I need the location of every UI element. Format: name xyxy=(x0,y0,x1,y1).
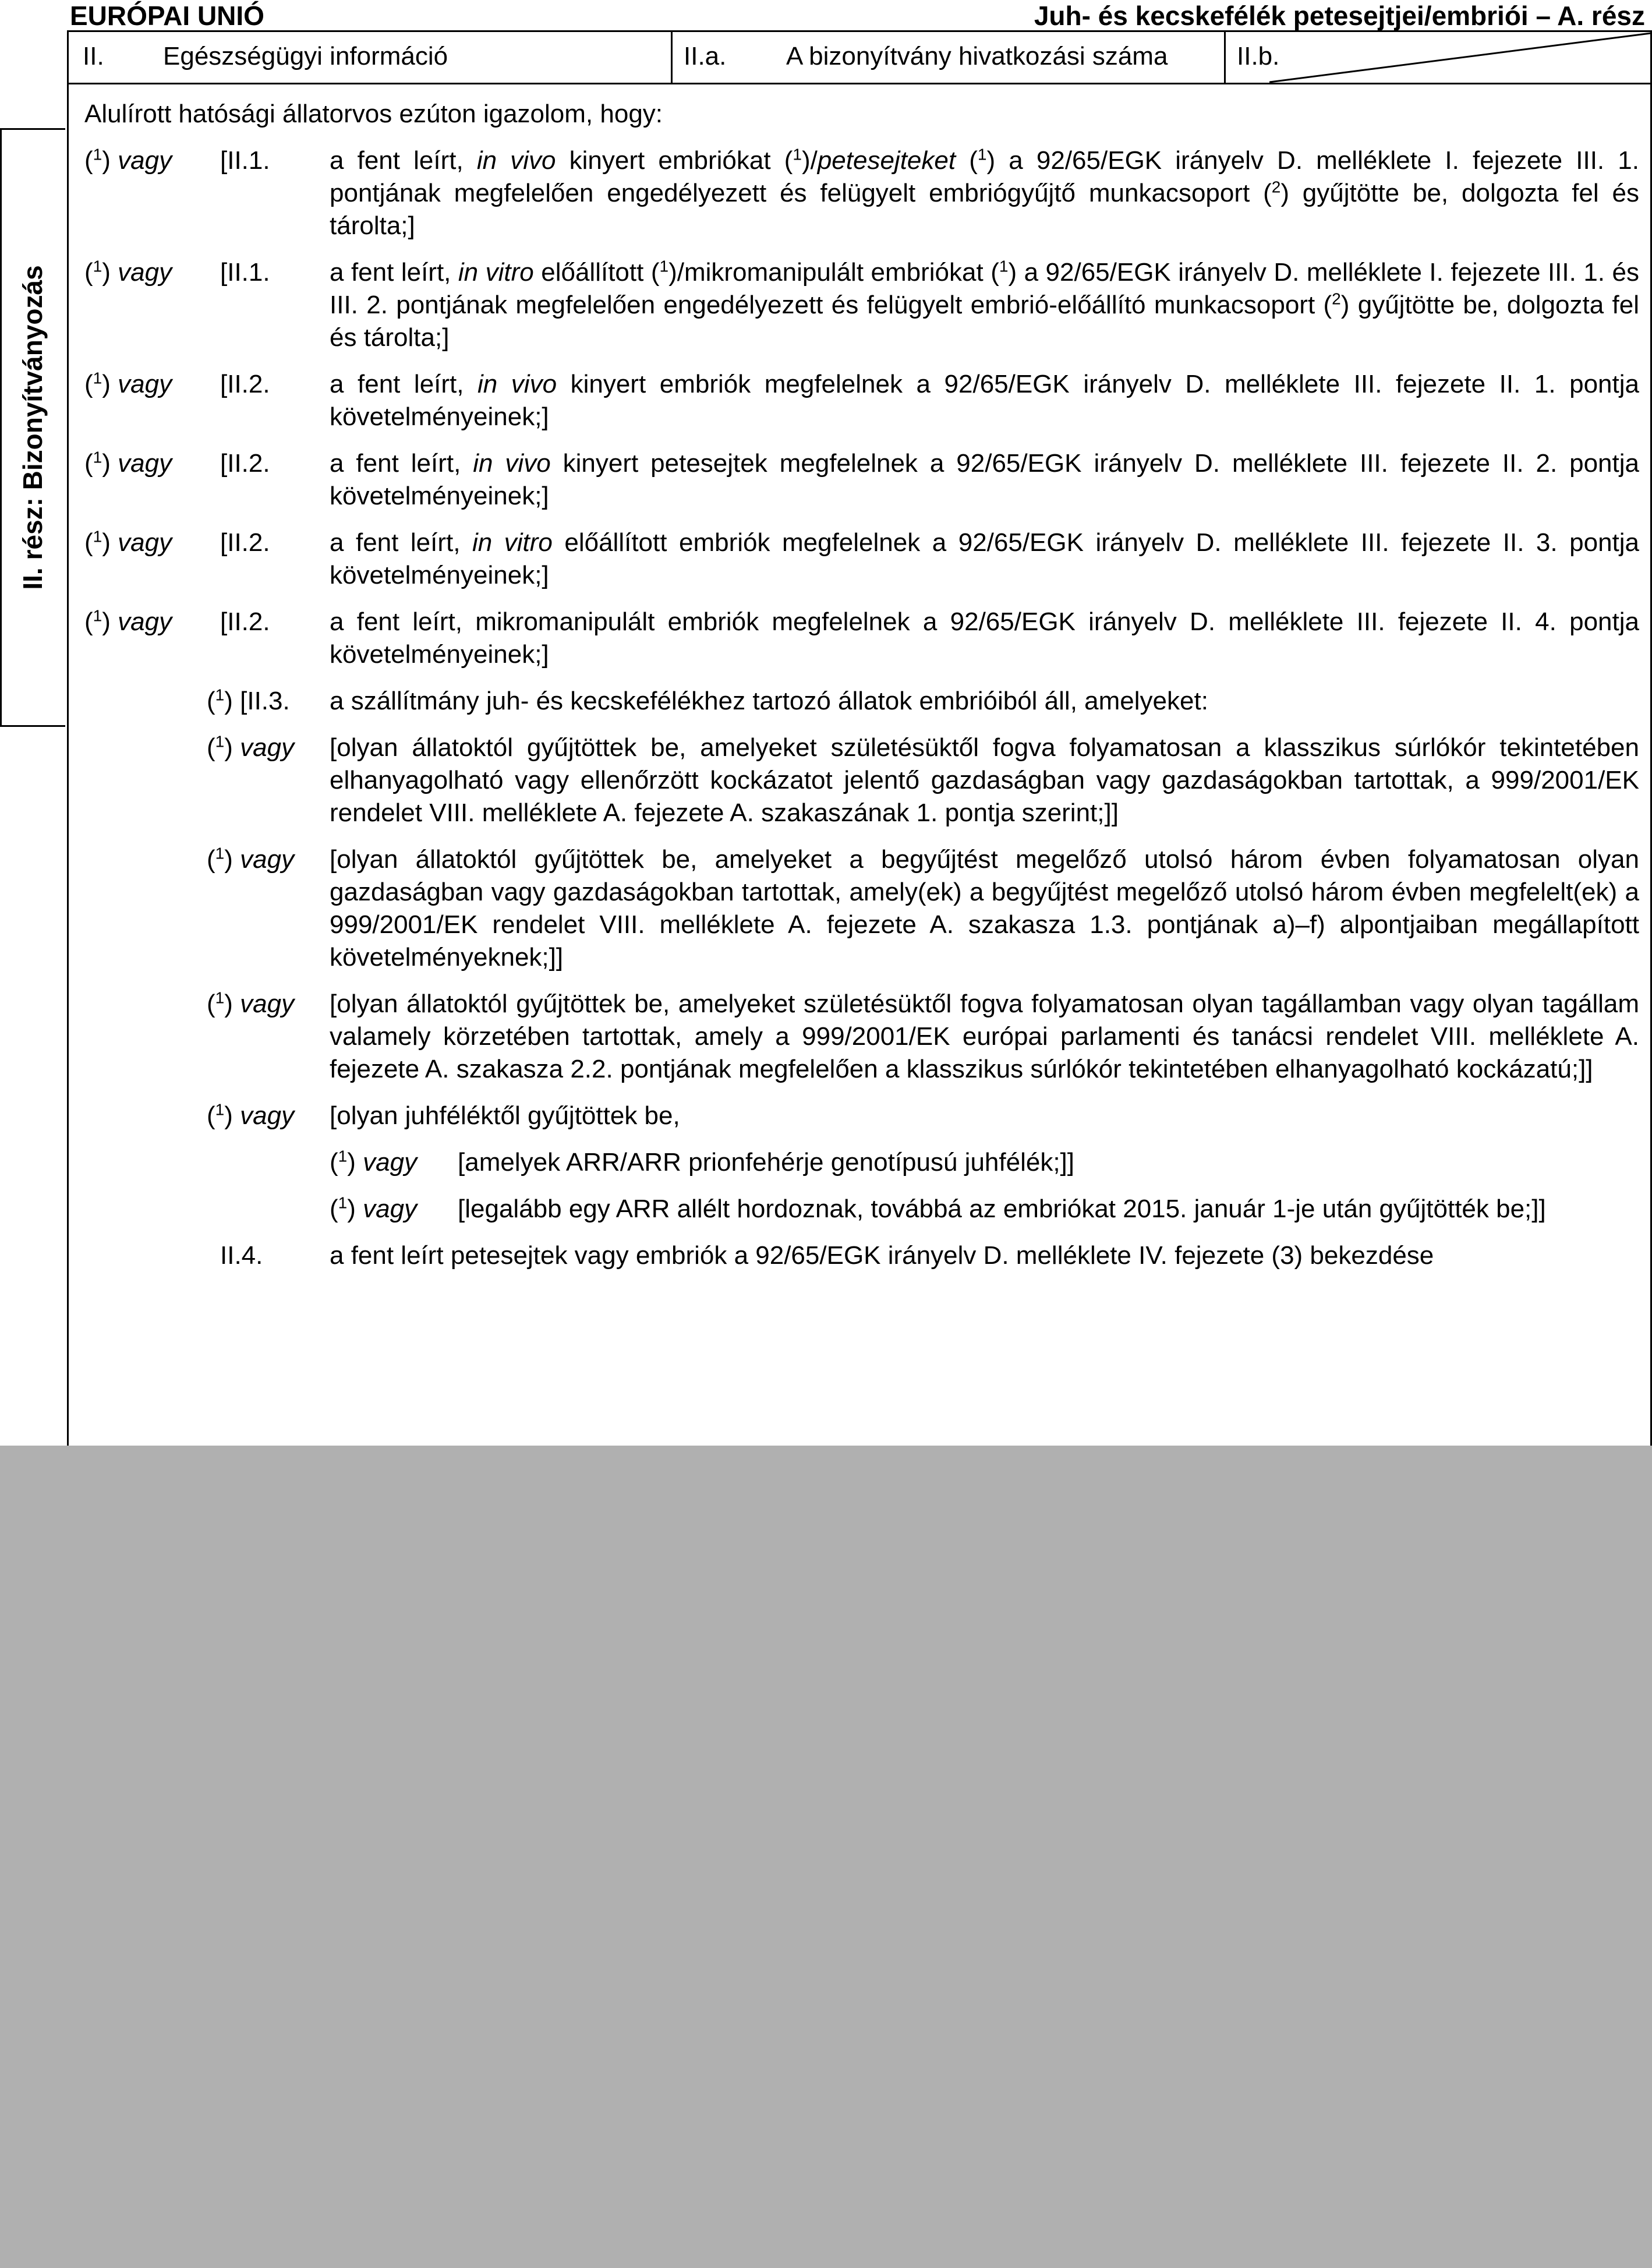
item-text: a fent leírt, in vivo kinyert petesejtek megfelelnek a 92/65/EGK irányelv D. melléklete III. fejezete II. 2. pontja követelményeinek;] xyxy=(330,449,1639,510)
certification-item xyxy=(84,527,1639,592)
ii3-option xyxy=(84,988,1639,1086)
item-number: [II.2. xyxy=(220,370,270,398)
option-label: ($^1$) vagy xyxy=(330,1193,418,1223)
item-text: a fent leírt, mikromanipulált embriók megfelelnek a 92/65/EGK irányelv D. melléklete III. fejezete II. 4. pontja követelményeinek;] xyxy=(330,607,1639,669)
certification-body xyxy=(84,98,1639,1286)
option-text: [olyan állatoktól gyűjtöttek be, amelyeket a begyűjtést megelőző utolsó három évben folyamatosan olyan gazdaságban vagy gazdaságokban tartottak, amely(ek) a begyűjtést megelőző utolsó három évben megfelelt(ek) a 999/2001/EK rendelet VIII. melléklete A. fejezete A. szakasza 1.3. pontjának a)–f) alpontjaiban megállapított követelményeknek;]] xyxy=(330,845,1639,972)
header-left: EURÓPAI UNIÓ xyxy=(70,1,264,31)
certification-item xyxy=(84,368,1639,433)
certification-item-ii3 xyxy=(84,685,1639,718)
item-number: ($^1$) [II.3. xyxy=(207,686,290,715)
header-right: Juh- és kecskefélék petesejtjei/embriói – A. rész xyxy=(1034,1,1645,31)
option-label: ($^1$) vagy xyxy=(84,448,172,478)
item-number: [II.1. xyxy=(220,258,270,287)
intro-text: Alulírott hatósági állatorvos ezúton igazolom, hogy: xyxy=(84,100,663,128)
section-number: II. xyxy=(83,42,104,70)
option-text: [olyan juhféléktől gyűjtöttek be, xyxy=(330,1101,680,1130)
option-label: ($^1$) vagy xyxy=(84,145,172,175)
item-number: [II.2. xyxy=(220,528,270,557)
iib-label: II.b. xyxy=(1237,42,1280,70)
item-text: a fent leírt, in vivo kinyert embriók megfelelnek a 92/65/EGK irányelv D. melléklete III. fejezete II. 1. pontja követelményeinek;] xyxy=(330,370,1639,431)
ii3-option xyxy=(84,1100,1639,1132)
frame-divider-1 xyxy=(671,30,673,84)
frame-left-line xyxy=(67,30,69,1446)
option-label: ($^1$) vagy xyxy=(84,369,172,398)
ii3-sub-option xyxy=(84,1146,1639,1179)
certification-item-ii4 xyxy=(84,1239,1639,1272)
reference-title: A bizonyítvány hivatkozási száma xyxy=(786,42,1168,70)
side-label: II. rész: Bizonyítványozás xyxy=(17,265,48,590)
frame-divider-2 xyxy=(1224,30,1226,84)
reference-number-label: II.a. xyxy=(684,42,727,70)
item-text: a fent leírt, in vitro előállított embriók megfelelnek a 92/65/EGK irányelv D. melléklete III. fejezete II. 3. pontja követelményeinek;] xyxy=(330,528,1640,589)
option-label: ($^1$) vagy xyxy=(207,1100,295,1130)
option-text: [olyan állatoktól gyűjtöttek be, amelyeket születésüktől fogva folyamatosan olyan tagállamban vagy olyan tagállam valamely körzetében tartottak, amely a 999/2001/EK európai parlamenti és tanácsi rendelet VIII. melléklete A. fejezete A. szakasza 2.2. pontjának megfelelően a klasszikus súrlókór tekintetében elhanyagolható kockázatú;]] xyxy=(330,990,1639,1083)
option-text: [legalább egy ARR allélt hordoznak, továbbá az embriókat 2015. január 1-je után gyűjtötték be;]] xyxy=(458,1195,1546,1223)
iib-diagonal-line xyxy=(1269,32,1651,83)
item-text: a szállítmány juh- és kecskefélékhez tartozó állatok embrióiból áll, amelyeket: xyxy=(330,687,1208,715)
option-label: ($^1$) vagy xyxy=(207,732,295,762)
item-text: a fent leírt, in vivo kinyert embriókat ($^1$)/petesejteket ($^1$) a 92/65/EGK irányelv D. melléklete I. fejezete III. 1. pontjának megfelelően engedélyezett és felügyelt embriógyűjtő munkacsoport ($^2$) gyűjtötte be, dolgozta fel és tárolta;] xyxy=(330,145,1639,240)
option-text: [olyan állatoktól gyűjtöttek be, amelyeket születésüktől fogva folyamatosan a klasszikus súrlókór tekintetében elhanyagolható vagy ellenőrzött kockázatot jelentő gazdaságban vagy gazdaságokban tartottak, a 999/2001/EK rendelet VIII. melléklete A. fejezete A. szakaszának 1. pontja szerint;]] xyxy=(330,733,1639,827)
certification-item xyxy=(84,606,1639,671)
option-label: ($^1$) vagy xyxy=(84,257,172,287)
item-number: [II.1. xyxy=(220,146,270,175)
option-label: ($^1$) vagy xyxy=(207,844,295,874)
redacted-area xyxy=(0,1446,1652,2268)
section-title: Egészségügyi információ xyxy=(163,42,448,70)
option-label: ($^1$) vagy xyxy=(330,1147,418,1177)
ii3-option xyxy=(84,843,1639,974)
item-number: [II.2. xyxy=(220,449,270,478)
option-label: ($^1$) vagy xyxy=(207,988,295,1018)
certification-item xyxy=(84,447,1639,513)
item-number: [II.2. xyxy=(220,607,270,636)
ii3-option xyxy=(84,732,1639,829)
ii3-sub-option xyxy=(84,1193,1639,1225)
certification-item xyxy=(84,256,1639,354)
option-label: ($^1$) vagy xyxy=(84,527,172,557)
option-text: [amelyek ARR/ARR prionfehérje genotípusú juhfélék;]] xyxy=(458,1148,1075,1177)
item-text: a fent leírt, in vitro előállított ($^1$)/mikromanipulált embriókat ($^1$) a 92/65/EGK irányelv D. melléklete I. fejezete III. 1. és III. 2. pontjának megfelelően engedélyezett és felügyelt embrió-előállító munkacsoport ($^2$) gyűjtötte be, dolgozta fel és tárolta;] xyxy=(330,257,1639,352)
item-number: II.4. xyxy=(220,1241,263,1270)
certification-item xyxy=(84,144,1639,242)
option-label: ($^1$) vagy xyxy=(84,606,172,636)
item-text: a fent leírt petesejtek vagy embriók a 92/65/EGK irányelv D. melléklete IV. fejezete (3) bekezdése xyxy=(330,1241,1434,1270)
